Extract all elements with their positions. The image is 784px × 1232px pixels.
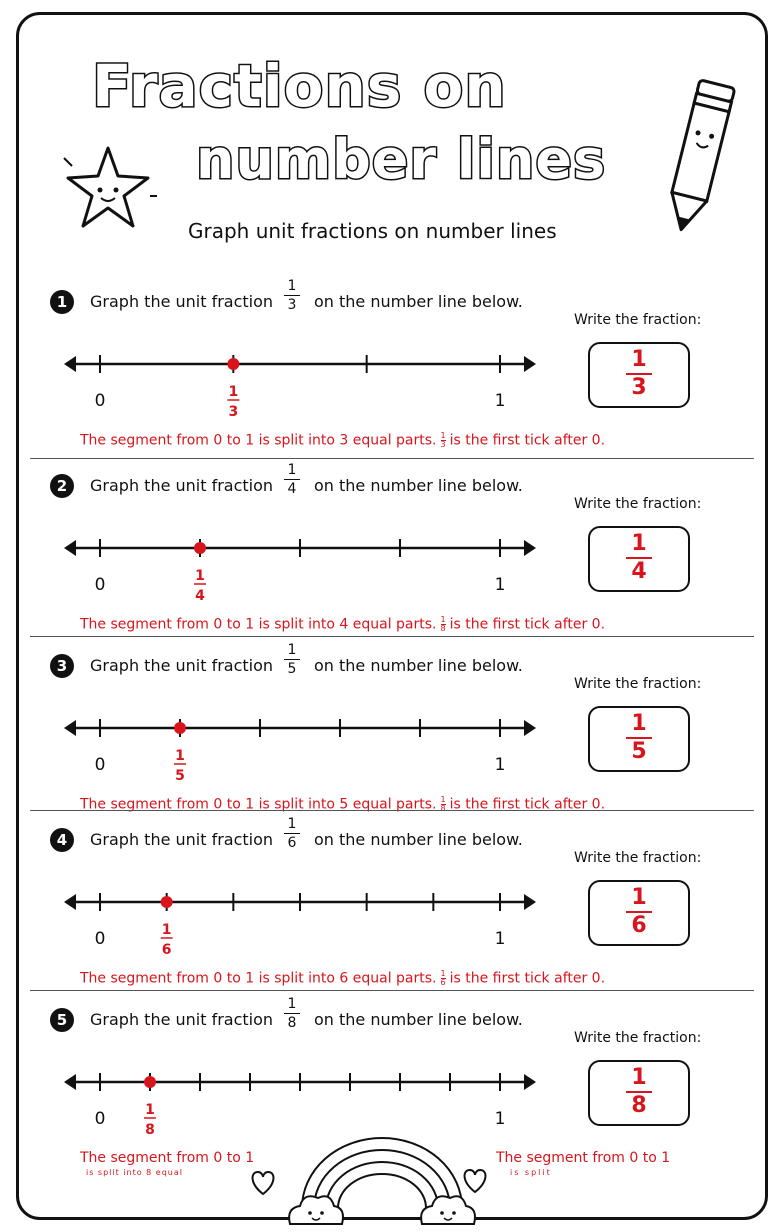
- point-label-numerator: 1: [175, 748, 185, 764]
- arrow-left-icon: [64, 540, 76, 556]
- problem-number-badge: 3: [50, 654, 74, 678]
- write-fraction-label: Write the fraction:: [574, 1030, 702, 1046]
- label-one: 1: [494, 1109, 506, 1129]
- point-label-denominator: 8: [145, 1122, 155, 1138]
- question-prefix: Graph the unit fraction: [90, 656, 274, 675]
- answer-box[interactable]: 1 4: [588, 526, 690, 592]
- answer-box[interactable]: 1 3: [588, 342, 690, 408]
- question-fraction: 1 4: [284, 462, 300, 497]
- label-zero: 0: [94, 755, 106, 775]
- arrow-right-icon: [524, 1074, 536, 1090]
- question-suffix: on the number line below.: [314, 830, 523, 849]
- cloud-icon: [421, 1196, 475, 1224]
- question-suffix: on the number line below.: [314, 656, 523, 675]
- explanation: The segment from 0 to 1 is split into 3 equal parts. $\frac{1}{3}$ is the first tick after 0.: [80, 431, 606, 449]
- question-prefix: Graph the unit fraction: [90, 830, 274, 849]
- pencil-icon: [660, 64, 740, 244]
- point-label-numerator: 1: [228, 384, 239, 400]
- question-fraction: 1 3: [284, 278, 300, 313]
- section-divider: [30, 810, 754, 811]
- point-label-denominator: 5: [175, 768, 185, 784]
- arrow-right-icon: [524, 720, 536, 736]
- number-line[interactable]: [60, 538, 540, 618]
- heart-icon: [460, 1166, 490, 1194]
- explanation: The segment from 0 to 1 is split into 6 equal parts. $\frac{1}{6}$ is the first tick after 0.: [80, 969, 606, 987]
- plotted-point: [227, 358, 239, 370]
- label-zero: 0: [94, 929, 106, 949]
- point-label-denominator: 4: [195, 588, 205, 604]
- number-line[interactable]: [60, 354, 540, 434]
- plotted-point: [161, 896, 173, 908]
- arrow-left-icon: [64, 1074, 76, 1090]
- section-divider: [30, 990, 754, 991]
- arrow-right-icon: [524, 540, 536, 556]
- question-suffix: on the number line below.: [314, 476, 523, 495]
- label-zero: 0: [94, 391, 106, 411]
- plotted-point: [144, 1076, 156, 1088]
- label-one: 1: [494, 575, 506, 595]
- arrow-right-icon: [524, 356, 536, 372]
- point-label-denominator: 3: [228, 404, 239, 420]
- point-label-numerator: 1: [195, 568, 205, 584]
- label-one: 1: [494, 929, 506, 949]
- question-prefix: Graph the unit fraction: [90, 292, 274, 311]
- footer-right-line1: The segment from 0 to 1: [496, 1150, 671, 1166]
- point-label-numerator: 1: [145, 1102, 155, 1118]
- heart-icon: [248, 1168, 278, 1196]
- point-label-numerator: 1: [161, 922, 172, 938]
- answer-box[interactable]: 1 5: [588, 706, 690, 772]
- question-prefix: Graph the unit fraction: [90, 1010, 274, 1029]
- arrow-left-icon: [64, 894, 76, 910]
- point-label-denominator: 6: [161, 942, 172, 958]
- problem-number-badge: 2: [50, 474, 74, 498]
- arrow-right-icon: [524, 894, 536, 910]
- answer-box[interactable]: 1 6: [588, 880, 690, 946]
- title-line-1: Fractions on: [92, 52, 507, 120]
- write-fraction-label: Write the fraction:: [574, 312, 702, 328]
- problem-number-badge: 5: [50, 1008, 74, 1032]
- question-suffix: on the number line below.: [314, 1010, 523, 1029]
- number-line[interactable]: [60, 718, 540, 798]
- arrow-left-icon: [64, 356, 76, 372]
- section-divider: [30, 458, 754, 459]
- problem-number-badge: 1: [50, 290, 74, 314]
- label-one: 1: [494, 755, 506, 775]
- star-icon: [58, 138, 158, 238]
- question-prefix: Graph the unit fraction: [90, 476, 274, 495]
- label-one: 1: [494, 391, 506, 411]
- footer-left-line1: The segment from 0 to 1: [80, 1150, 255, 1166]
- number-line[interactable]: [60, 892, 540, 972]
- cloud-icon: [289, 1196, 343, 1224]
- section-divider: [30, 636, 754, 637]
- footer-left-line2: is split into 8 equal: [86, 1168, 183, 1177]
- write-fraction-label: Write the fraction:: [574, 676, 702, 692]
- question-suffix: on the number line below.: [314, 292, 523, 311]
- footer-right-line2: is split: [510, 1168, 552, 1177]
- rainbow-icon: [282, 1128, 482, 1228]
- answer-box[interactable]: 1 8: [588, 1060, 690, 1126]
- explanation: The segment from 0 to 1 is split into 5 equal parts. $\frac{1}{8}$ is the first tick after 0.: [80, 795, 606, 813]
- label-zero: 0: [94, 1109, 106, 1129]
- explanation: The segment from 0 to 1 is split into 4 equal parts. $\frac{1}{8}$ is the first tick after 0.: [80, 615, 606, 633]
- write-fraction-label: Write the fraction:: [574, 496, 702, 512]
- arrow-left-icon: [64, 720, 76, 736]
- label-zero: 0: [94, 575, 106, 595]
- question-fraction: 1 8: [284, 996, 300, 1031]
- subtitle: Graph unit fractions on number lines: [188, 219, 557, 243]
- plotted-point: [194, 542, 206, 554]
- question-fraction: 1 6: [284, 816, 300, 851]
- problem-number-badge: 4: [50, 828, 74, 852]
- write-fraction-label: Write the fraction:: [574, 850, 702, 866]
- plotted-point: [174, 722, 186, 734]
- question-fraction: 1 5: [284, 642, 300, 677]
- title-line-2: number lines: [196, 128, 607, 191]
